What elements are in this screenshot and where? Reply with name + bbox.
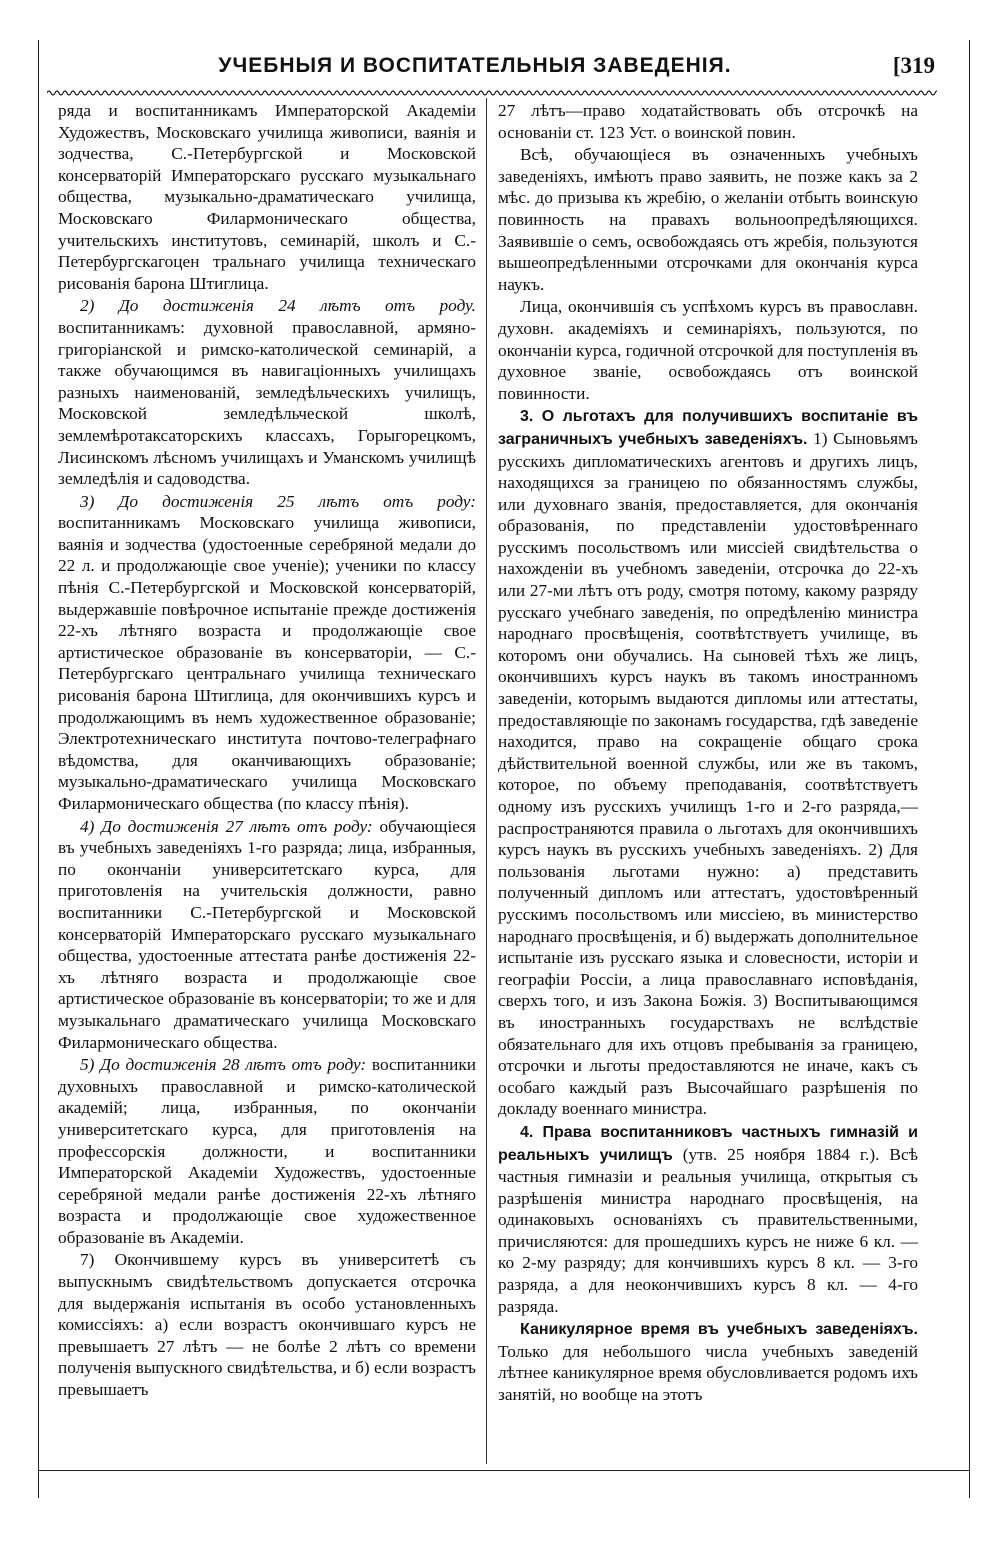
page-number: [319 [892, 53, 935, 78]
paragraph-vacation-time [498, 1318, 918, 1405]
heading-vacation-time: Каникулярное время въ учебныхъ заведеніяхъ. [520, 1321, 918, 1339]
lead-age-25: 3) До достиженія 25 лѣтъ отъ роду: [80, 491, 476, 511]
body-age-25: воспитанникамъ Московскаго училища живописи, ваянія и зодчества (удостоенные серебряной медали до 22 л. и продолжающіе свое ученіе); ученики по классу пѣнія С.-Петербургской и Московской консерваторій, выдержавшіе повѣрочное испытаніе прежде достиженія 22-хъ лѣтняго возраста и продолжающіе свое артистическое образованіе въ консерваторіи, — С.-Петербургскаго центральнаго училища техническаго рисованія барона Штиглица, для окончившихъ курсъ и продолжающимъ въ немъ художественное образованіе; Электротехническаго института почтово-телеграфнаго вѣдомства, для оканчивающихъ образованіе; музыкально-драматическаго училища Московскаго Филармоническаго общества (по классу пѣнія). [58, 513, 476, 813]
page-header [45, 50, 935, 84]
paragraph-petition-right: 27 лѣтъ—право ходатайствовать объ отсрочкѣ на основаніи ст. 123 Уст. о воинской повин. [498, 101, 918, 142]
paragraph-foreign-schools [498, 405, 918, 1120]
right-column [498, 100, 918, 1406]
paragraph-age-25 [58, 491, 476, 815]
column-divider [486, 98, 487, 1464]
body-age-27: обучающіеся въ учебныхъ заведеніяхъ 1-го разряда; лица, избранныя, по окончаніи университетскаго курса, для приготовленія на учительскія должности, равно воспитанники С.-Петербургской и Московской консерваторій Императорскаго русскаго музыкальнаго общества, удостоенные аттестата ранѣе достиженія 22-хъ лѣтняго возраста и продолжающіе свое артистическое образованіе въ консерваторіи; то же и для музыкальнаго драматическаго училища Московскаго Филармоническаго общества. [58, 816, 477, 1052]
paragraph-university-deferral: 7) Окончившему курсъ въ университетѣ съ выпускнымъ свидѣтельствомъ допускается отсрочка для выдержанія испытанія въ особо установленныхъ комиссіяхъ: а) если возрастъ окончившаго курсъ не превышаетъ 27 лѣтъ — не болѣе 2 лѣтъ со времени полученія выпускного свидѣтельства, и б) если возрастъ превышаетъ [58, 1250, 476, 1400]
paragraph-clergy-deferral: Лица, окончившія съ успѣхомъ курсъ въ православн. духовн. академіяхъ и семинаріяхъ, пользуются, по окончаніи курса, годичной отсрочкой для поступленія въ духовное званіе, освобождаясь отъ воинской повинности. [498, 297, 918, 403]
running-title: УЧЕБНЫЯ И ВОСПИТАТЕЛЬНЫЯ ЗАВЕДЕНІЯ. [218, 54, 732, 77]
lead-age-28: 5) До достиженія 28 лѣтъ отъ роду: [80, 1055, 367, 1075]
left-column [58, 100, 476, 1401]
paragraph-age-27 [58, 816, 476, 1054]
paragraph-age-24 [58, 295, 476, 489]
paragraph-volunteer-right: Всѣ, обучающіеся въ означенныхъ учебныхъ заведеніяхъ, имѣютъ право заявить, не позже какъ за 2 мѣс. до призыва къ жребію, о желаніи отбыть воинскую повинность на правахъ вольноопредѣляющихся. Заявившіе о семъ, освобождаясь отъ жребія, пользуются вышеопредѣленными отсрочками для окончанія курса наукъ. [498, 145, 918, 294]
paragraph-age-28 [58, 1054, 476, 1248]
lead-age-24: 2) До достиженія 24 лѣтъ отъ роду. [80, 296, 476, 316]
body-age-24: воспитанникамъ: духовной православной, армяно-григоріанской и римско-католической семинарій, а также обучающимся въ навигаціонныхъ училищахъ разныхъ наименованій, земледѣльческихъ училищъ, Московской земледѣльческой школѣ, землемѣротаксаторскихъ классахъ, Горыгорецкомъ, Лисинскомъ лѣсномъ училищахъ и Уманскомъ училищѣ земледѣлія и садоводства. [58, 317, 476, 489]
paragraph-private-gymnasia [498, 1121, 918, 1317]
heading-foreign-schools: 3. О льготахъ для получившихъ воспитаніе въ заграничныхъ учебныхъ заведеніяхъ. [498, 408, 918, 448]
body-foreign-schools: 1) Сыновьямъ русскихъ дипломатическихъ агентовъ и другихъ лицъ, находящихся за границею по обязанностямъ службы, или духовнаго званія, предоставляется, для окончанія образованія, по представленіи удостовѣреннаго русскимъ посольствомъ или миссіей свидѣтельства о нахожденіи въ учебномъ заведеніи, отсрочка до 22-хъ или 27-ми лѣтъ отъ роду, смотря потому, какому разряду русскаго учебнаго заведенія, по опредѣленію министра народнаго просвѣщенія, соотвѣтствуетъ училище, въ которомъ они обучались. На сыновей тѣхъ же лицъ, окончившихъ курсъ наукъ въ такомъ иностранномъ заведеніи, которымъ выдаются дипломы или аттестаты, предоставляющіе по законамъ государства, гдѣ заведеніе находится, право на сокращеніе общаго срока дѣйствительной военной службы, или же въ такомъ, которое, по объему преподаванія, соотвѣтствуетъ одному изъ русскихъ училищъ 1-го и 2-го разряда,—распространяются правила о льготахъ для окончившихъ курсъ наукъ въ русскихъ учебныхъ заведеніяхъ. 2) Для пользованія льготами нужно: а) представить полученный дипломъ или аттестатъ, удостовѣренный русскимъ посольствомъ или миссіею, въ министерство народнаго просвѣщенія, и б) выдержать дополнительное испытаніе изъ русскаго языка и словесности, исторіи и географіи Россіи, а лица православнаго исповѣданія, сверхъ того, и изъ Закона Божія. 3) Воспитывающимся въ иностранныхъ государствахъ не вслѣдствіе обязательнаго для ихъ отцовъ пребыванія за границею, отсрочки и льготы предоставляются не иначе, какъ съ особаго каждый разъ Высочайшаго разрѣшенія по докладу военнаго министра. [498, 428, 918, 1119]
bottom-rule [38, 1470, 970, 1471]
heading-private-gymnasia: 4. Права воспитанниковъ частныхъ гимназій и реальныхъ училищъ [498, 1123, 918, 1164]
lead-age-27: 4) До достиженія 27 лѣтъ отъ роду: [80, 816, 373, 836]
body-age-28: воспитанники духовныхъ православной и римско-католической академій; лица, избранныя, по окончаніи университетскаго курса, для приготовленія на профессорскія должности, и воспитанники Императорской Академіи Художествъ, удостоенные серебряной медали ранѣе достиженія 22-хъ лѣтняго возраста и продолжающіе свое художественное образованіе въ Академіи. [58, 1055, 477, 1247]
body-private-gymnasia: (утв. 25 ноября 1884 г.). Всѣ частныя гимназіи и реальныя училища, открытыя съ разрѣшенія министра народнаго просвѣщенія, на одинаковыхъ основаніяхъ съ правительственными, причисляются: для прошедшихъ курсъ не ниже 6 кл. — ко 2-му разряду; для кончившихъ курсъ 8 кл. — 3-го разряда, а для неокончившихъ курсъ 8 кл. — 4-го разряда. [498, 1144, 918, 1316]
wavy-header-rule [47, 88, 937, 98]
paragraph-academy-list: ряда и воспитанникамъ Императорской Академіи Художествъ, Московскаго училища живописи, ваянія и зодчества, С.-Петербургской и Московской консерваторій Императорскаго русскаго музыкальнаго общества, музыкально-драматическаго училища, Московскаго Филармоническаго общества, учительскихъ институтовъ, семинарій, школъ и С.-Петербургскагоцен тральнаго училища техническаго рисованія барона Штиглица. [58, 101, 476, 293]
body-vacation-time: Только для небольшого числа учебныхъ заведеній лѣтнее каникулярное время обусловливается родомъ ихъ занятій, но вообще на этотъ [498, 1341, 918, 1405]
